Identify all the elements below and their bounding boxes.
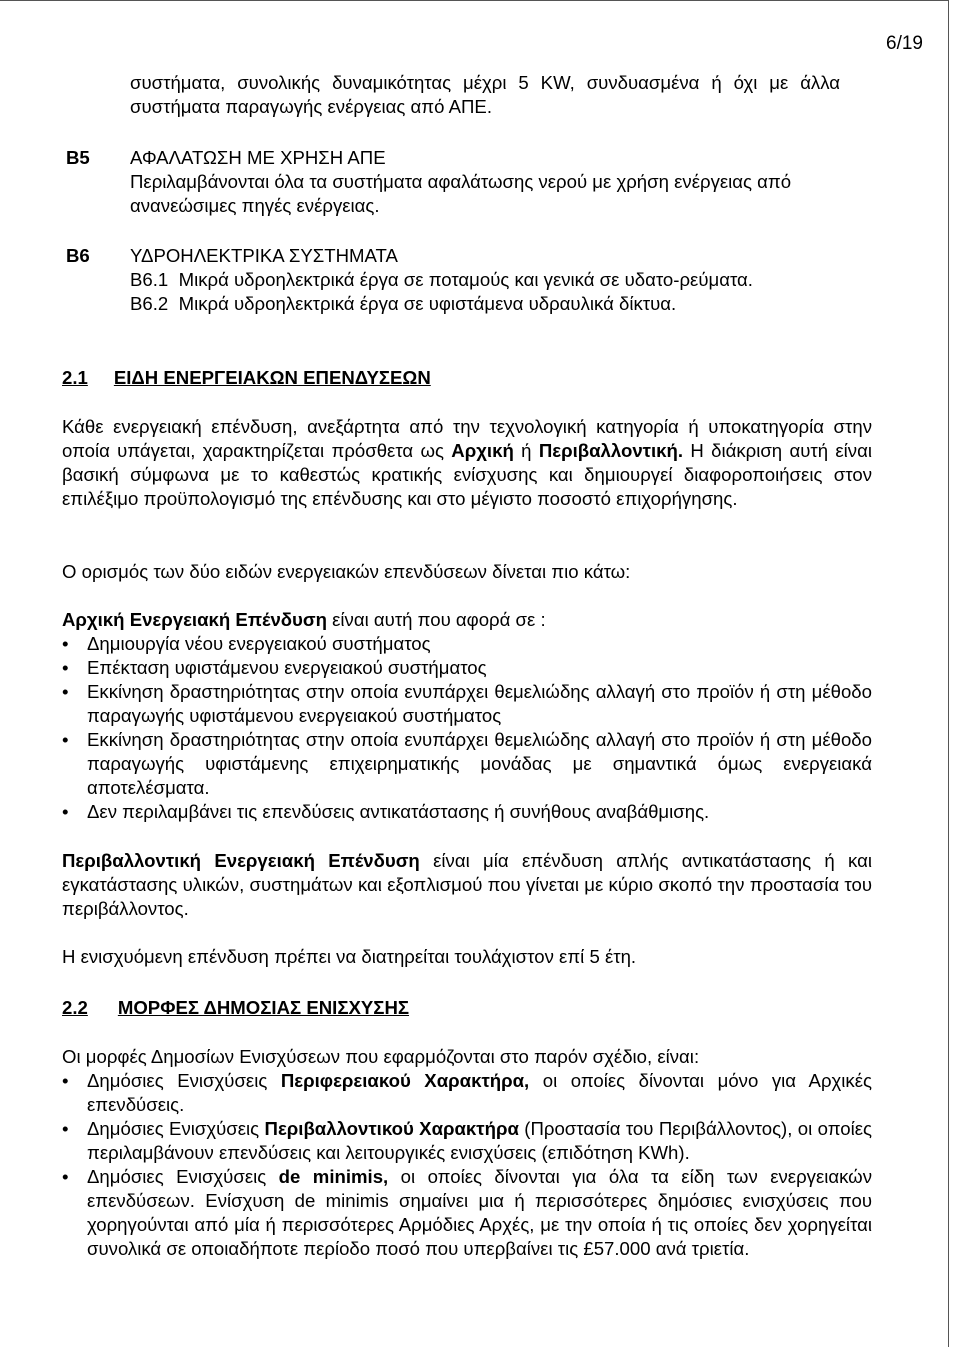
initial-investment-term: Αρχική Ενεργειακή Επένδυση <box>62 609 327 630</box>
b6-title: ΥΔΡΟΗΛΕΚΤΡΙΚΑ ΣΥΣΤΗΜΑΤΑ <box>130 245 398 266</box>
p1-bold-environmental: Περιβαλλοντική. <box>538 440 684 461</box>
section-2-1-heading <box>62 366 482 390</box>
b6-item-1-text: Μικρά υδροηλεκτρικά έργα σε ποταμούς και γενικά σε υδατο-ρεύματα. <box>178 269 753 290</box>
aid-item-type: de minimis, <box>278 1166 389 1187</box>
aid-item-prefix: Δημόσιες Ενισχύσεις <box>87 1070 281 1091</box>
section-2-2-title: ΜΟΡΦΕΣ ΔΗΜΟΣΙΑΣ ΕΝΙΣΧΥΣΗΣ <box>117 997 410 1018</box>
section-2-1-title: ΕΙΔΗ ΕΝΕΡΓΕΙΑΚΩΝ ΕΠΕΝΔΥΣΕΩΝ <box>113 367 431 388</box>
list-item: • Επέκταση υφιστάμενου ενεργειακού συστήματος <box>62 656 872 680</box>
section-2-1-paragraph-2: Ο ορισμός των δύο ειδών ενεργειακών επενδύσεων δίνεται πιο κάτω: <box>62 561 631 582</box>
b6-block <box>130 244 890 316</box>
continuation-paragraph: συστήματα, συνολικής δυναμικότητας μέχρι 5 KW, συνδυασμένα ή όχι με άλλα συστήματα παραγωγής ενέργειας από ΑΠΕ. <box>130 72 840 117</box>
environmental-investment-definition <box>62 849 872 921</box>
environmental-investment-rest: είναι μία επένδυση απλής αντικατάστασης ή και εγκατάστασης υλικών, συστημάτων και εξοπλισμού που γίνεται με κύριο σκοπό την προστασία του περιβάλλοντος. <box>62 850 872 919</box>
aid-item-prefix: Δημόσιες Ενισχύσεις <box>87 1166 279 1187</box>
b5-block <box>130 146 850 218</box>
b5-code: Β5 <box>66 147 90 168</box>
list-item: • Δημιουργία νέου ενεργειακού συστήματος <box>62 632 872 656</box>
b5-title: ΑΦΑΛΑΤΩΣΗ ΜΕ ΧΡΗΣΗ ΑΠΕ <box>130 147 386 168</box>
aid-item-description: οι οποίες δίνονται μόνο για Αρχικές επενδύσεις. <box>87 1070 872 1115</box>
list-item: • Δεν περιλαμβάνει τις επενδύσεις αντικατάστασης ή συνήθους αναβάθμισης. <box>62 800 872 824</box>
b6-code: Β6 <box>66 245 90 266</box>
b6-item-2-code: Β6.2 <box>130 293 169 314</box>
section-2-2-number: 2.2 <box>62 997 88 1018</box>
environmental-investment-term: Περιβαλλοντική Ενεργειακή Επένδυση <box>62 850 420 871</box>
page-number: 6/19 <box>886 33 923 54</box>
initial-investment-definition <box>62 608 872 632</box>
list-item <box>62 1117 872 1165</box>
b5-text: Περιλαμβάνονται όλα τα συστήματα αφαλάτωσης νερού με χρήση ενέργειας από ανανεώσιμες πηγές ενέργειας. <box>130 171 792 216</box>
p1-start: Κάθε ενεργειακή επένδυση, ανεξάρτητα από την τεχνολογική κατηγορία ή υποκατηγορία στην οποία υπάγεται, χαρακτηρίζεται πρόσθετα ως <box>62 416 872 461</box>
list-item <box>62 1165 872 1261</box>
section-2-1-number: 2.1 <box>62 367 88 388</box>
b6-item-2 <box>130 292 890 316</box>
aid-item-description: οι οποίες δίνονται για όλα τα είδη των ενεργειακών επενδύσεων. Ενίσχυση de minimis σημαίνει μια ή περισσότερες δημόσιες ενισχύσεις που χορηγούνται από μία ή περισσότερες Αρμόδιες Αρχές, με την οποία ή τις οποίες δεν χορηγείται συνολικά σε οποιαδήποτε περίοδο ποσό που υπερβαίνει τις £57.000 ανά τριετία. <box>87 1166 872 1259</box>
p1-bold-initial: Αρχική <box>451 440 514 461</box>
list-item: • Εκκίνηση δραστηριότητας στην οποία ενυπάρχει θεμελιώδης αλλαγή στο προϊόν ή στη μέθοδο παραγωγής υφιστάμενου ενεργειακού συστήματος <box>62 680 872 728</box>
list-item <box>62 1069 872 1117</box>
aid-item-prefix: Δημόσιες Ενισχύσεις <box>87 1118 265 1139</box>
p1-end: Η διάκριση αυτή είναι βασική σύμφωνα με το καθεστώς κρατικής ενίσχυσης και δημιουργεί διαφοροποιήσεις στον επιλέξιμο προϋπολογισμό της επένδυσης και στο μέγιστο ποσοστό επιχορήγησης. <box>62 440 872 509</box>
b6-item-1-code: Β6.1 <box>130 269 169 290</box>
initial-investment-rest: είναι αυτή που αφορά σε : <box>326 609 546 630</box>
section-2-1-paragraph-1 <box>62 415 872 511</box>
aid-item-type: Περιβαλλοντικού Χαρακτήρα <box>264 1118 519 1139</box>
b6-item-2-text: Μικρά υδροηλεκτρικά έργα σε υφιστάμενα υδραυλικά δίκτυα. <box>178 293 677 314</box>
aid-forms-list <box>62 1069 872 1261</box>
b6-item-1 <box>130 268 890 292</box>
p1-mid: ή <box>513 440 539 461</box>
section-2-2-intro: Οι μορφές Δημοσίων Ενισχύσεων που εφαρμόζονται στο παρόν σχέδιο, είναι: <box>62 1046 700 1067</box>
list-item: • Εκκίνηση δραστηριότητας στην οποία ενυπάρχει θεμελιώδης αλλαγή στο προϊόν ή στη μέθοδο παραγωγής υφιστάμενης επιχειρηματικής μονάδας με σημαντικά όμως ενεργειακά αποτελέσματα. <box>62 728 872 800</box>
retention-period-paragraph: Η ενισχυόμενη επένδυση πρέπει να διατηρείται τουλάχιστον επί 5 έτη. <box>62 946 637 967</box>
aid-item-description: (Προστασία του Περιβάλλοντος), οι οποίες περιλαμβάνουν επενδύσεις και λειτουργικές ενισχύσεις (επιδότηση KWh). <box>87 1118 872 1163</box>
section-2-2-heading <box>62 996 462 1020</box>
aid-item-type: Περιφερειακού Χαρακτήρα, <box>280 1070 530 1091</box>
initial-investment-list <box>62 632 872 824</box>
